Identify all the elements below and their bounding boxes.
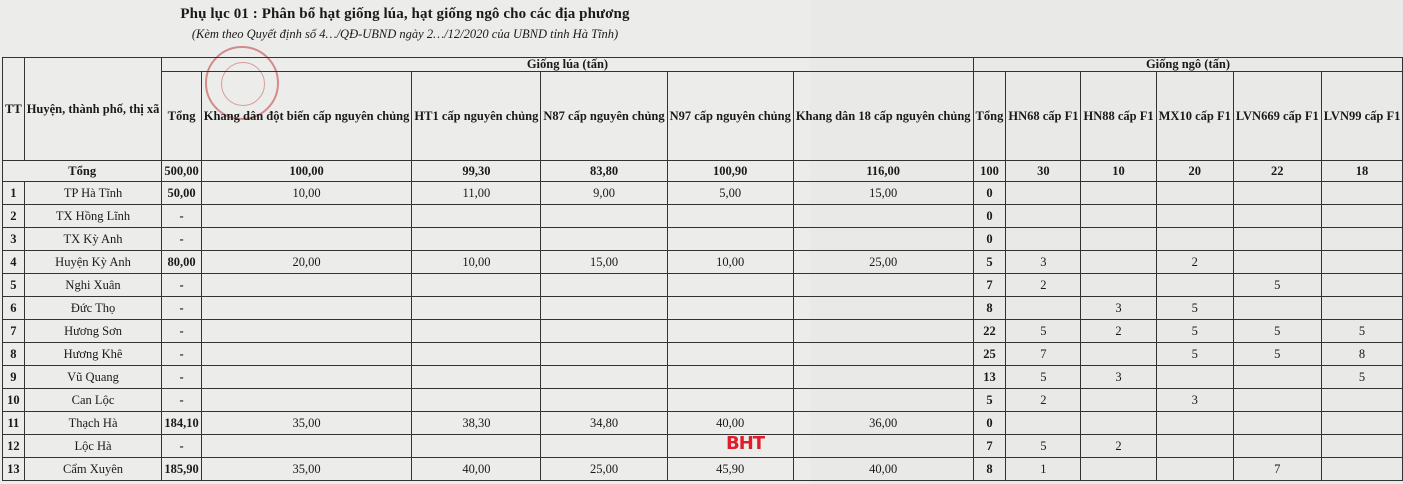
row-lua-value — [541, 366, 667, 389]
row-lua-value — [201, 366, 412, 389]
row-ngo-value — [1233, 389, 1321, 412]
table-row — [3, 320, 1403, 343]
row-district-name: Lộc Hà — [24, 435, 162, 458]
row-ngo-value: 5 — [1156, 343, 1233, 366]
row-ngo-value: 0 — [973, 205, 1006, 228]
header-lua-col: Tổng — [162, 72, 201, 161]
row-ngo-value: 2 — [1081, 320, 1156, 343]
row-tt: 10 — [3, 389, 25, 412]
row-lua-value: 5,00 — [667, 182, 793, 205]
row-lua-value: - — [162, 366, 201, 389]
table-row — [3, 251, 1403, 274]
row-district-name: Hương Sơn — [24, 320, 162, 343]
row-ngo-value: 1 — [1006, 458, 1081, 481]
row-lua-value — [793, 366, 973, 389]
total-label: Tổng — [3, 161, 162, 182]
row-lua-value: 25,00 — [793, 251, 973, 274]
row-ngo-value: 8 — [1321, 343, 1403, 366]
row-lua-value — [412, 274, 541, 297]
row-ngo-value: 0 — [973, 182, 1006, 205]
total-lua-value: 500,00 — [162, 161, 201, 182]
row-ngo-value: 8 — [973, 297, 1006, 320]
row-ngo-value — [1006, 182, 1081, 205]
row-lua-value — [541, 297, 667, 320]
row-lua-value — [793, 435, 973, 458]
total-lua-value: 100,90 — [667, 161, 793, 182]
table-row — [3, 205, 1403, 228]
row-lua-value — [541, 389, 667, 412]
total-lua-value: 116,00 — [793, 161, 973, 182]
row-ngo-value — [1006, 228, 1081, 251]
row-tt: 13 — [3, 458, 25, 481]
row-lua-value: 36,00 — [793, 412, 973, 435]
row-lua-value — [201, 389, 412, 412]
row-ngo-value — [1156, 274, 1233, 297]
total-ngo-value: 10 — [1081, 161, 1156, 182]
total-ngo-value: 22 — [1233, 161, 1321, 182]
row-lua-value: 50,00 — [162, 182, 201, 205]
row-ngo-value — [1156, 366, 1233, 389]
allocation-table — [2, 57, 1403, 481]
row-lua-value: 10,00 — [667, 251, 793, 274]
row-district-name: Đức Thọ — [24, 297, 162, 320]
row-district-name: Can Lộc — [24, 389, 162, 412]
row-ngo-value — [1321, 274, 1403, 297]
row-ngo-value: 0 — [973, 228, 1006, 251]
row-lua-value — [541, 228, 667, 251]
table-row — [3, 458, 1403, 481]
row-lua-value — [541, 435, 667, 458]
row-ngo-value — [1156, 228, 1233, 251]
row-ngo-value — [1321, 251, 1403, 274]
row-ngo-value — [1006, 205, 1081, 228]
total-ngo-value: 100 — [973, 161, 1006, 182]
row-ngo-value: 2 — [1006, 389, 1081, 412]
table-row — [3, 412, 1403, 435]
row-lua-value — [541, 343, 667, 366]
row-ngo-value — [1233, 435, 1321, 458]
row-lua-value: 40,00 — [412, 458, 541, 481]
row-ngo-value — [1233, 205, 1321, 228]
row-lua-value — [793, 389, 973, 412]
row-ngo-value — [1156, 182, 1233, 205]
row-lua-value — [541, 274, 667, 297]
row-ngo-value: 5 — [1321, 366, 1403, 389]
row-lua-value — [667, 274, 793, 297]
total-ngo-value: 30 — [1006, 161, 1081, 182]
row-lua-value: - — [162, 205, 201, 228]
row-lua-value: - — [162, 228, 201, 251]
header-ngo-col: Tổng — [973, 72, 1006, 161]
row-ngo-value — [1233, 366, 1321, 389]
row-lua-value — [667, 205, 793, 228]
row-lua-value — [541, 320, 667, 343]
row-lua-value — [793, 205, 973, 228]
row-tt: 11 — [3, 412, 25, 435]
row-lua-value: - — [162, 320, 201, 343]
row-lua-value: 40,00 — [793, 458, 973, 481]
header-ngo-col: HN68 cấp F1 — [1006, 72, 1081, 161]
row-lua-value — [412, 205, 541, 228]
row-ngo-value: 5 — [1006, 320, 1081, 343]
row-ngo-value: 2 — [1156, 251, 1233, 274]
row-tt: 3 — [3, 228, 25, 251]
row-ngo-value: 7 — [1006, 343, 1081, 366]
row-ngo-value: 8 — [973, 458, 1006, 481]
row-ngo-value — [1081, 458, 1156, 481]
row-ngo-value — [1233, 228, 1321, 251]
row-ngo-value: 5 — [973, 389, 1006, 412]
document-subtitle: (Kèm theo Quyết định số 4…/QĐ-UBND ngày 2…/12/2020 của UBND tỉnh Hà Tĩnh) — [191, 27, 619, 41]
header-lua-col: N97 cấp nguyên chủng — [667, 72, 793, 161]
total-ngo-value: 20 — [1156, 161, 1233, 182]
row-ngo-value: 5 — [1156, 297, 1233, 320]
row-ngo-value: 3 — [1156, 389, 1233, 412]
row-lua-value — [412, 320, 541, 343]
row-tt: 2 — [3, 205, 25, 228]
row-ngo-value: 7 — [973, 274, 1006, 297]
row-lua-value — [793, 320, 973, 343]
row-ngo-value: 5 — [1321, 320, 1403, 343]
table-row — [3, 182, 1403, 205]
row-ngo-value: 5 — [1156, 320, 1233, 343]
row-ngo-value — [1081, 412, 1156, 435]
row-lua-value — [201, 343, 412, 366]
row-tt: 4 — [3, 251, 25, 274]
row-lua-value: 15,00 — [541, 251, 667, 274]
table-row — [3, 228, 1403, 251]
row-ngo-value: 2 — [1081, 435, 1156, 458]
row-ngo-value — [1081, 389, 1156, 412]
row-lua-value — [667, 228, 793, 251]
row-lua-value: 9,00 — [541, 182, 667, 205]
row-ngo-value — [1081, 228, 1156, 251]
header-lua-col: HT1 cấp nguyên chủng — [412, 72, 541, 161]
row-lua-value — [793, 297, 973, 320]
table-row — [3, 297, 1403, 320]
row-ngo-value — [1156, 412, 1233, 435]
row-ngo-value — [1156, 458, 1233, 481]
row-lua-value — [667, 320, 793, 343]
header-ngo-col: HN88 cấp F1 — [1081, 72, 1156, 161]
row-lua-value: - — [162, 297, 201, 320]
row-lua-value: 45,90 — [667, 458, 793, 481]
row-lua-value: 10,00 — [201, 182, 412, 205]
row-lua-value: 38,30 — [412, 412, 541, 435]
row-ngo-value: 0 — [973, 412, 1006, 435]
row-lua-value: 184,10 — [162, 412, 201, 435]
row-tt: 7 — [3, 320, 25, 343]
row-ngo-value: 5 — [1006, 366, 1081, 389]
header-district: Huyện, thành phố, thị xã — [24, 58, 162, 161]
row-ngo-value — [1233, 182, 1321, 205]
row-ngo-value — [1321, 412, 1403, 435]
row-lua-value — [667, 366, 793, 389]
total-ngo-value: 18 — [1321, 161, 1403, 182]
row-ngo-value: 5 — [973, 251, 1006, 274]
row-tt: 6 — [3, 297, 25, 320]
row-lua-value — [412, 435, 541, 458]
row-ngo-value — [1321, 297, 1403, 320]
row-ngo-value: 7 — [973, 435, 1006, 458]
table-row — [3, 389, 1403, 412]
row-lua-value: - — [162, 389, 201, 412]
row-ngo-value: 3 — [1006, 251, 1081, 274]
row-ngo-value — [1156, 435, 1233, 458]
total-lua-value: 100,00 — [201, 161, 412, 182]
row-ngo-value — [1321, 228, 1403, 251]
row-tt: 5 — [3, 274, 25, 297]
row-ngo-value: 5 — [1006, 435, 1081, 458]
row-lua-value: 11,00 — [412, 182, 541, 205]
header-lua-col: N87 cấp nguyên chủng — [541, 72, 667, 161]
row-lua-value — [412, 228, 541, 251]
total-lua-value: 99,30 — [412, 161, 541, 182]
header-group-lua: Giống lúa (tấn) — [162, 58, 973, 72]
row-lua-value — [667, 343, 793, 366]
row-ngo-value — [1081, 251, 1156, 274]
row-tt: 1 — [3, 182, 25, 205]
header-ngo-col: MX10 cấp F1 — [1156, 72, 1233, 161]
row-ngo-value: 22 — [973, 320, 1006, 343]
row-lua-value: 20,00 — [201, 251, 412, 274]
row-lua-value — [201, 435, 412, 458]
row-ngo-value — [1321, 182, 1403, 205]
header-group-ngo: Giống ngô (tấn) — [973, 58, 1403, 72]
header-tt: TT — [3, 58, 25, 161]
row-ngo-value: 5 — [1233, 343, 1321, 366]
row-lua-value: 10,00 — [412, 251, 541, 274]
row-district-name: Thạch Hà — [24, 412, 162, 435]
table-row — [3, 343, 1403, 366]
row-ngo-value: 3 — [1081, 297, 1156, 320]
row-lua-value: 25,00 — [541, 458, 667, 481]
table-row — [3, 366, 1403, 389]
row-ngo-value — [1081, 205, 1156, 228]
row-tt: 12 — [3, 435, 25, 458]
header-lua-col: Khang dân đột biến cấp nguyên chủng — [201, 72, 412, 161]
row-lua-value: 35,00 — [201, 412, 412, 435]
total-lua-value: 83,80 — [541, 161, 667, 182]
row-lua-value — [412, 297, 541, 320]
row-ngo-value — [1006, 412, 1081, 435]
row-district-name: Hương Khê — [24, 343, 162, 366]
row-lua-value — [412, 366, 541, 389]
row-lua-value — [667, 389, 793, 412]
row-ngo-value — [1321, 458, 1403, 481]
header-lua-col: Khang dân 18 cấp nguyên chủng — [793, 72, 973, 161]
row-lua-value — [201, 205, 412, 228]
row-lua-value: 35,00 — [201, 458, 412, 481]
row-lua-value — [541, 205, 667, 228]
row-lua-value: 80,00 — [162, 251, 201, 274]
row-lua-value — [412, 389, 541, 412]
row-lua-value — [793, 228, 973, 251]
table-row — [3, 435, 1403, 458]
row-ngo-value — [1081, 274, 1156, 297]
document-title: Phụ lục 01 : Phân bổ hạt giống lúa, hạt giống ngô cho các địa phương — [180, 6, 630, 22]
row-lua-value — [201, 320, 412, 343]
row-ngo-value: 7 — [1233, 458, 1321, 481]
row-ngo-value — [1233, 412, 1321, 435]
row-ngo-value — [1321, 389, 1403, 412]
row-ngo-value — [1321, 205, 1403, 228]
row-district-name: TX Hồng Lĩnh — [24, 205, 162, 228]
row-ngo-value: 13 — [973, 366, 1006, 389]
row-district-name: Nghi Xuân — [24, 274, 162, 297]
row-lua-value: 40,00 — [667, 412, 793, 435]
bht-logo: BHT — [726, 433, 765, 454]
header-ngo-col: LVN99 cấp F1 — [1321, 72, 1403, 161]
row-lua-value — [412, 343, 541, 366]
row-ngo-value — [1233, 297, 1321, 320]
row-ngo-value — [1081, 182, 1156, 205]
row-lua-value: 185,90 — [162, 458, 201, 481]
row-ngo-value: 5 — [1233, 320, 1321, 343]
row-lua-value: - — [162, 343, 201, 366]
row-district-name: TX Kỳ Anh — [24, 228, 162, 251]
row-lua-value — [793, 343, 973, 366]
row-lua-value: - — [162, 274, 201, 297]
row-ngo-value: 5 — [1233, 274, 1321, 297]
row-district-name: Cẩm Xuyên — [24, 458, 162, 481]
row-tt: 9 — [3, 366, 25, 389]
row-ngo-value — [1081, 343, 1156, 366]
header-ngo-col: LVN669 cấp F1 — [1233, 72, 1321, 161]
row-ngo-value — [1321, 435, 1403, 458]
row-ngo-value: 25 — [973, 343, 1006, 366]
row-ngo-value: 2 — [1006, 274, 1081, 297]
row-district-name: Vũ Quang — [24, 366, 162, 389]
row-ngo-value: 3 — [1081, 366, 1156, 389]
row-district-name: Huyện Kỳ Anh — [24, 251, 162, 274]
row-lua-value — [201, 274, 412, 297]
row-lua-value — [793, 274, 973, 297]
row-lua-value — [667, 297, 793, 320]
row-district-name: TP Hà Tĩnh — [24, 182, 162, 205]
table-row — [3, 274, 1403, 297]
row-lua-value: - — [162, 435, 201, 458]
row-ngo-value — [1006, 297, 1081, 320]
row-lua-value: 34,80 — [541, 412, 667, 435]
row-lua-value: 15,00 — [793, 182, 973, 205]
row-tt: 8 — [3, 343, 25, 366]
row-lua-value — [201, 228, 412, 251]
row-lua-value — [201, 297, 412, 320]
row-ngo-value — [1156, 205, 1233, 228]
row-ngo-value — [1233, 251, 1321, 274]
